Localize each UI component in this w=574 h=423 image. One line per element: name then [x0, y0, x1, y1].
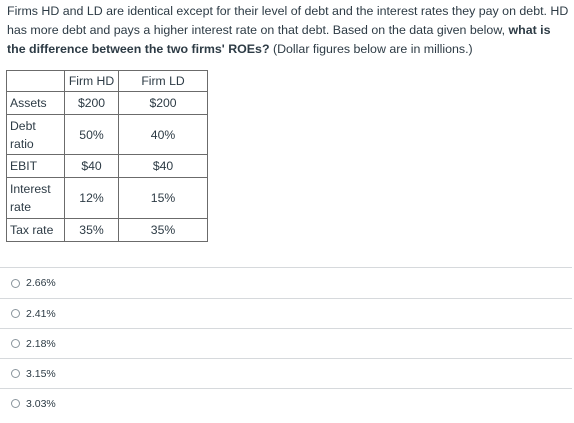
table-row — [7, 92, 208, 115]
answer-options — [0, 267, 572, 418]
radio-button[interactable] — [11, 339, 20, 348]
table-row — [7, 178, 208, 219]
radio-button[interactable] — [11, 309, 20, 318]
row-label: Tax rate — [7, 219, 65, 242]
answer-label[interactable]: 3.03% — [26, 397, 56, 410]
question-note: (Dollar figures below are in millions.) — [269, 42, 473, 56]
answer-label[interactable]: 2.66% — [26, 277, 56, 289]
answer-option[interactable] — [0, 298, 572, 328]
table-header-empty — [7, 71, 65, 92]
answer-option[interactable] — [0, 358, 572, 388]
table-header-row — [7, 71, 208, 92]
table-header-firm-hd: Firm HD — [65, 71, 119, 92]
answer-label[interactable]: 2.41% — [26, 307, 56, 320]
answer-option[interactable] — [0, 328, 572, 358]
firm-hd-value: $200 — [65, 92, 119, 115]
question-text — [7, 2, 570, 59]
firm-ld-value: 15% — [119, 178, 208, 219]
table-row — [7, 115, 208, 155]
row-label: Debt ratio — [7, 115, 65, 155]
answer-label[interactable]: 2.18% — [26, 337, 56, 350]
data-table — [6, 70, 208, 242]
firm-ld-value: 40% — [119, 115, 208, 155]
row-label: Interest rate — [7, 178, 65, 219]
firm-ld-value: $200 — [119, 92, 208, 115]
firm-hd-value: $40 — [65, 155, 119, 178]
answer-option[interactable] — [0, 267, 572, 298]
table-row — [7, 155, 208, 178]
radio-button[interactable] — [11, 399, 20, 408]
question-intro: Firms HD and LD are identical except for their level of debt and the interest rates they pay on debt. HD has more debt and pays a higher interest rate on that debt. Based on the data given below, — [7, 4, 569, 37]
table-row — [7, 219, 208, 242]
radio-button[interactable] — [11, 279, 20, 288]
firm-hd-value: 12% — [65, 178, 119, 219]
firm-hd-value: 50% — [65, 115, 119, 155]
answer-label[interactable]: 3.15% — [26, 367, 56, 380]
row-label: Assets — [7, 92, 65, 115]
question-emphasis: what is the difference between the two firms' ROEs? — [7, 23, 551, 56]
firm-ld-value: $40 — [119, 155, 208, 178]
firm-hd-value: 35% — [65, 219, 119, 242]
row-label: EBIT — [7, 155, 65, 178]
answer-option[interactable] — [0, 388, 572, 418]
firm-ld-value: 35% — [119, 219, 208, 242]
radio-button[interactable] — [11, 369, 20, 378]
table-header-firm-ld: Firm LD — [119, 71, 208, 92]
